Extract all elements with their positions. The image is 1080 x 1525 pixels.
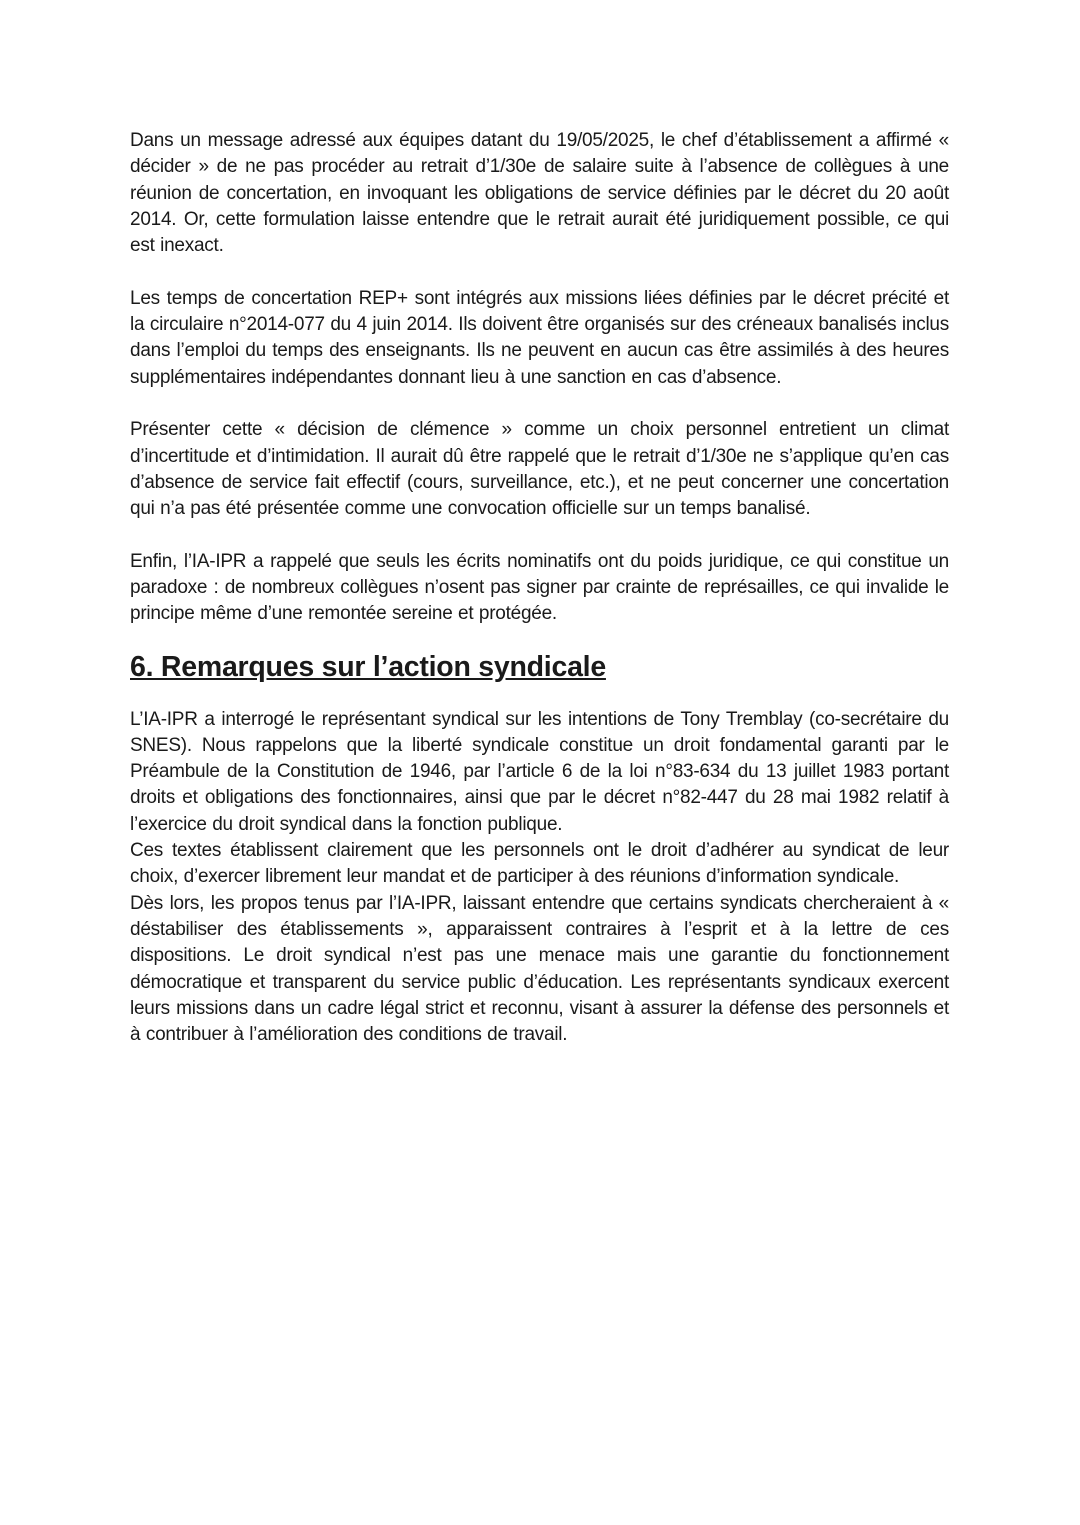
paragraph-liberte-syndicale: L’IA-IPR a interrogé le représentant syndical sur les intentions de Tony Tremblay (co-secrétaire du SNES). Nous rappelons que la liberté syndicale constitue un droit fondamental garanti par le Préambule de la Constitution de 1946, par l’article 6 de la loi n°83-634 du 13 juillet 1983 portant droits et obligations des fonctionnaires, ainsi que par le décret n°82-447 du 28 mai 1982 relatif à l’exercice du droit syndical dans la fonction publique.: [130, 708, 949, 835]
paragraph-concertation-rep: Les temps de concertation REP+ sont intégrés aux missions liées définies par le décret précité et la circulaire n°2014-077 du 4 juin 2014. Ils doivent être organisés sur des créneaux banalisés inclus dans l’emploi du temps des enseignants. Ils ne peuvent en aucun cas être assimilés à des heures supplémentaires indépendantes donnant lieu à une sanction en cas d’absence.: [130, 287, 949, 388]
paragraph-ecrits-nominatifs: Enfin, l’IA-IPR a rappelé que seuls les écrits nominatifs ont du poids juridique, ce qui constitue un paradoxe : de nombreux collègues n’osent pas signer par crainte de représailles, ce qui invalide le principe même d’une remontée sereine et protégée.: [130, 550, 949, 625]
paragraph-decision-clemence: Présenter cette « décision de clémence » comme un choix personnel entretient un climat d’incertitude et d’intimidation. Il aurait dû être rappelé que le retrait d’1/30e ne s’applique qu’en cas d’absence de service fait effectif (cours, surveillance, etc.), et ne peut concerner une concertation qui n’a pas été présentée comme une convocation officielle sur un temps banalisé.: [130, 419, 949, 520]
paragraph-droits-personnels: Ces textes établissent clairement que les personnels ont le droit d’adhérer au syndicat de leur choix, d’exercer librement leur mandat et de participer à des réunions d’information syndicale.: [130, 840, 949, 888]
paragraph-retrait-salaire: Dans un message adressé aux équipes datant du 19/05/2025, le chef d’établissement a affirmé « décider » de ne pas procéder au retrait d’1/30e de salaire suite à l’absence de collègues à une réunion de concertation, en invoquant les obligations de service définies par le décret du 20 août 2014. Or, cette formulation laisse entendre que le retrait aurait été juridiquement possible, ce qui est inexact.: [130, 130, 949, 257]
paragraph-propos-ia-ipr: Dès lors, les propos tenus par l’IA-IPR, laissant entendre que certains syndicats chercheraient à « déstabiliser des établissements », apparaissent contraires à l’esprit et à la lettre de ces dispositions. Le droit syndical n’est pas une menace mais une garantie du fonctionnement démocratique et transparent du service public d’éducation. Les représentants syndicaux exercent leurs missions dans un cadre légal strict et reconnu, visant à assurer la défense des personnels et à contribuer à l’amélioration des conditions de travail.: [130, 892, 949, 1046]
section-heading-action-syndicale: 6. Remarques sur l’action syndicale: [130, 650, 606, 683]
document-page: [130, 128, 949, 1048]
